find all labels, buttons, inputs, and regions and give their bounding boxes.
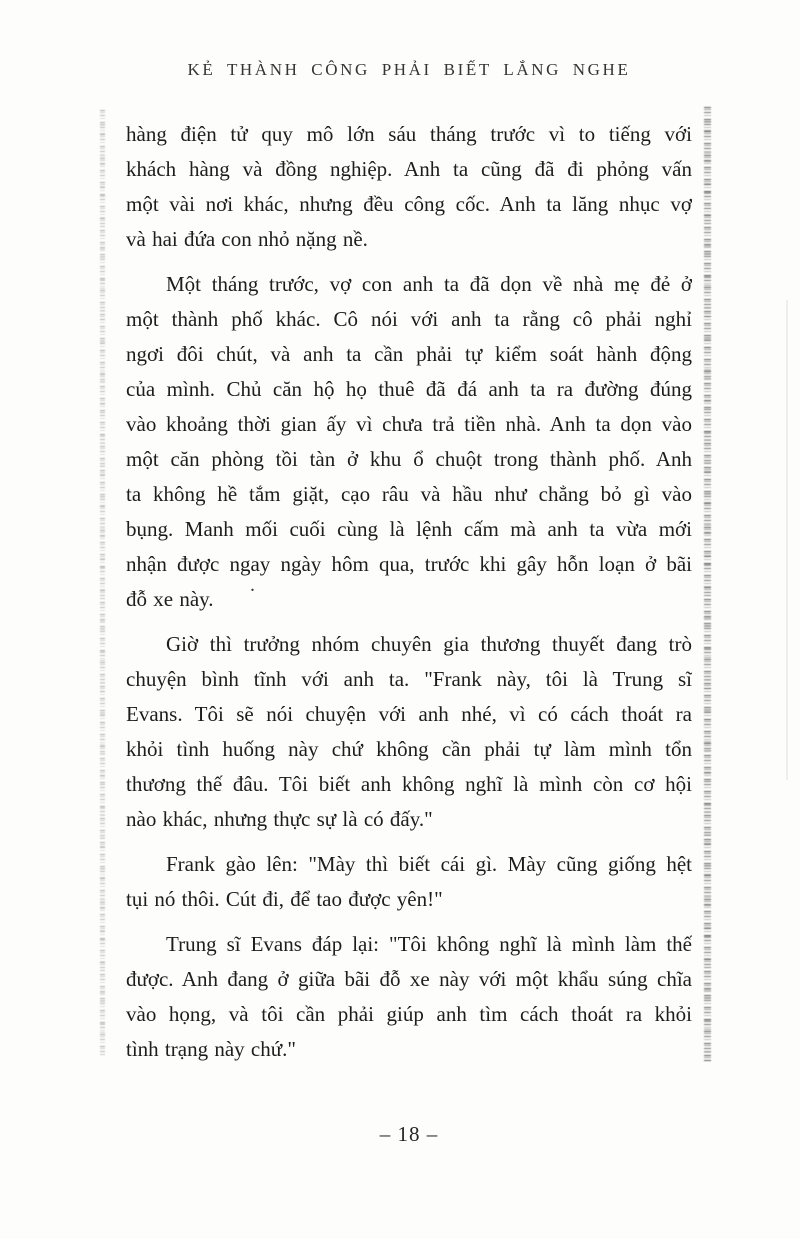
text-line: tụi nó thôi. Cút đi, để tao được yên!" — [126, 887, 443, 911]
page-number: – 18 – — [379, 1122, 439, 1146]
text-line: của mình. Chủ căn hộ họ thuê đã đá anh ta ra đường đúng — [126, 377, 692, 401]
text-line: chuyện bình tĩnh với anh ta. "Frank này, tôi là Trung sĩ — [126, 667, 692, 691]
paragraph — [126, 267, 692, 617]
stray-ink-dot: . — [250, 574, 255, 596]
text-block — [126, 117, 692, 1067]
text-line: một căn phòng tồi tàn ở khu ổ chuột trong thành phố. Anh — [126, 447, 692, 471]
page-edge-shadow — [786, 300, 788, 780]
paragraph — [126, 847, 692, 917]
text-line: Giờ thì trưởng nhóm chuyên gia thương thuyết đang trò — [166, 632, 692, 656]
text-line: nào khác, nhưng thực sự là có đấy." — [126, 807, 433, 831]
text-line: vào họng, và tôi cần phải giúp anh tìm cách thoát ra khỏi — [126, 1002, 692, 1026]
text-line: nhận được ngay ngày hôm qua, trước khi gây hỗn loạn ở bãi — [126, 552, 692, 576]
text-line: hàng điện tử quy mô lớn sáu tháng trước vì to tiếng với — [126, 122, 692, 146]
text-line: khách hàng và đồng nghiệp. Anh ta cũng đã đi phỏng vấn — [126, 157, 692, 181]
text-line: và hai đứa con nhỏ nặng nề. — [126, 227, 368, 251]
text-line: ta không hề tắm giặt, cạo râu và hầu như chẳng bỏ gì vào — [126, 482, 692, 506]
text-line: Frank gào lên: "Mày thì biết cái gì. Mày cũng giống hệt — [166, 852, 692, 876]
paragraph — [126, 927, 692, 1067]
scan-noise-right — [704, 107, 711, 1062]
text-line: thương thế đâu. Tôi biết anh không nghĩ là mình còn cơ hội — [126, 772, 692, 796]
text-line: vào khoảng thời gian ấy vì chưa trả tiền nhà. Anh ta dọn vào — [126, 412, 692, 436]
text-line: ngơi đôi chút, và anh ta cần phải tự kiểm soát hành động — [126, 342, 692, 366]
text-line: bụng. Manh mối cuối cùng là lệnh cấm mà anh ta vừa mới — [126, 517, 692, 541]
paragraph — [126, 117, 692, 257]
text-line: tình trạng này chứ." — [126, 1037, 296, 1061]
text-line: được. Anh đang ở giữa bãi đỗ xe này với một khẩu súng chĩa — [126, 967, 692, 991]
text-line: Một tháng trước, vợ con anh ta đã dọn về nhà mẹ đẻ ở — [166, 272, 692, 296]
text-line: khỏi tình huống này chứ không cần phải tự làm mình tổn — [126, 737, 692, 761]
text-line: Evans. Tôi sẽ nói chuyện với anh nhé, vì có cách thoát ra — [126, 702, 692, 726]
scan-noise-left — [100, 110, 105, 1055]
text-line: một vài nơi khác, nhưng đều công cốc. Anh ta lăng nhục vợ — [126, 192, 692, 216]
text-line: Trung sĩ Evans đáp lại: "Tôi không nghĩ là mình làm thế — [166, 932, 692, 956]
running-header: KẺ THÀNH CÔNG PHẢI BIẾT LẮNG NGHE — [187, 60, 631, 79]
text-line: đỗ xe này. — [126, 587, 214, 611]
paragraph — [126, 627, 692, 837]
text-line: một thành phố khác. Cô nói với anh ta rằng cô phải nghỉ — [126, 307, 692, 331]
